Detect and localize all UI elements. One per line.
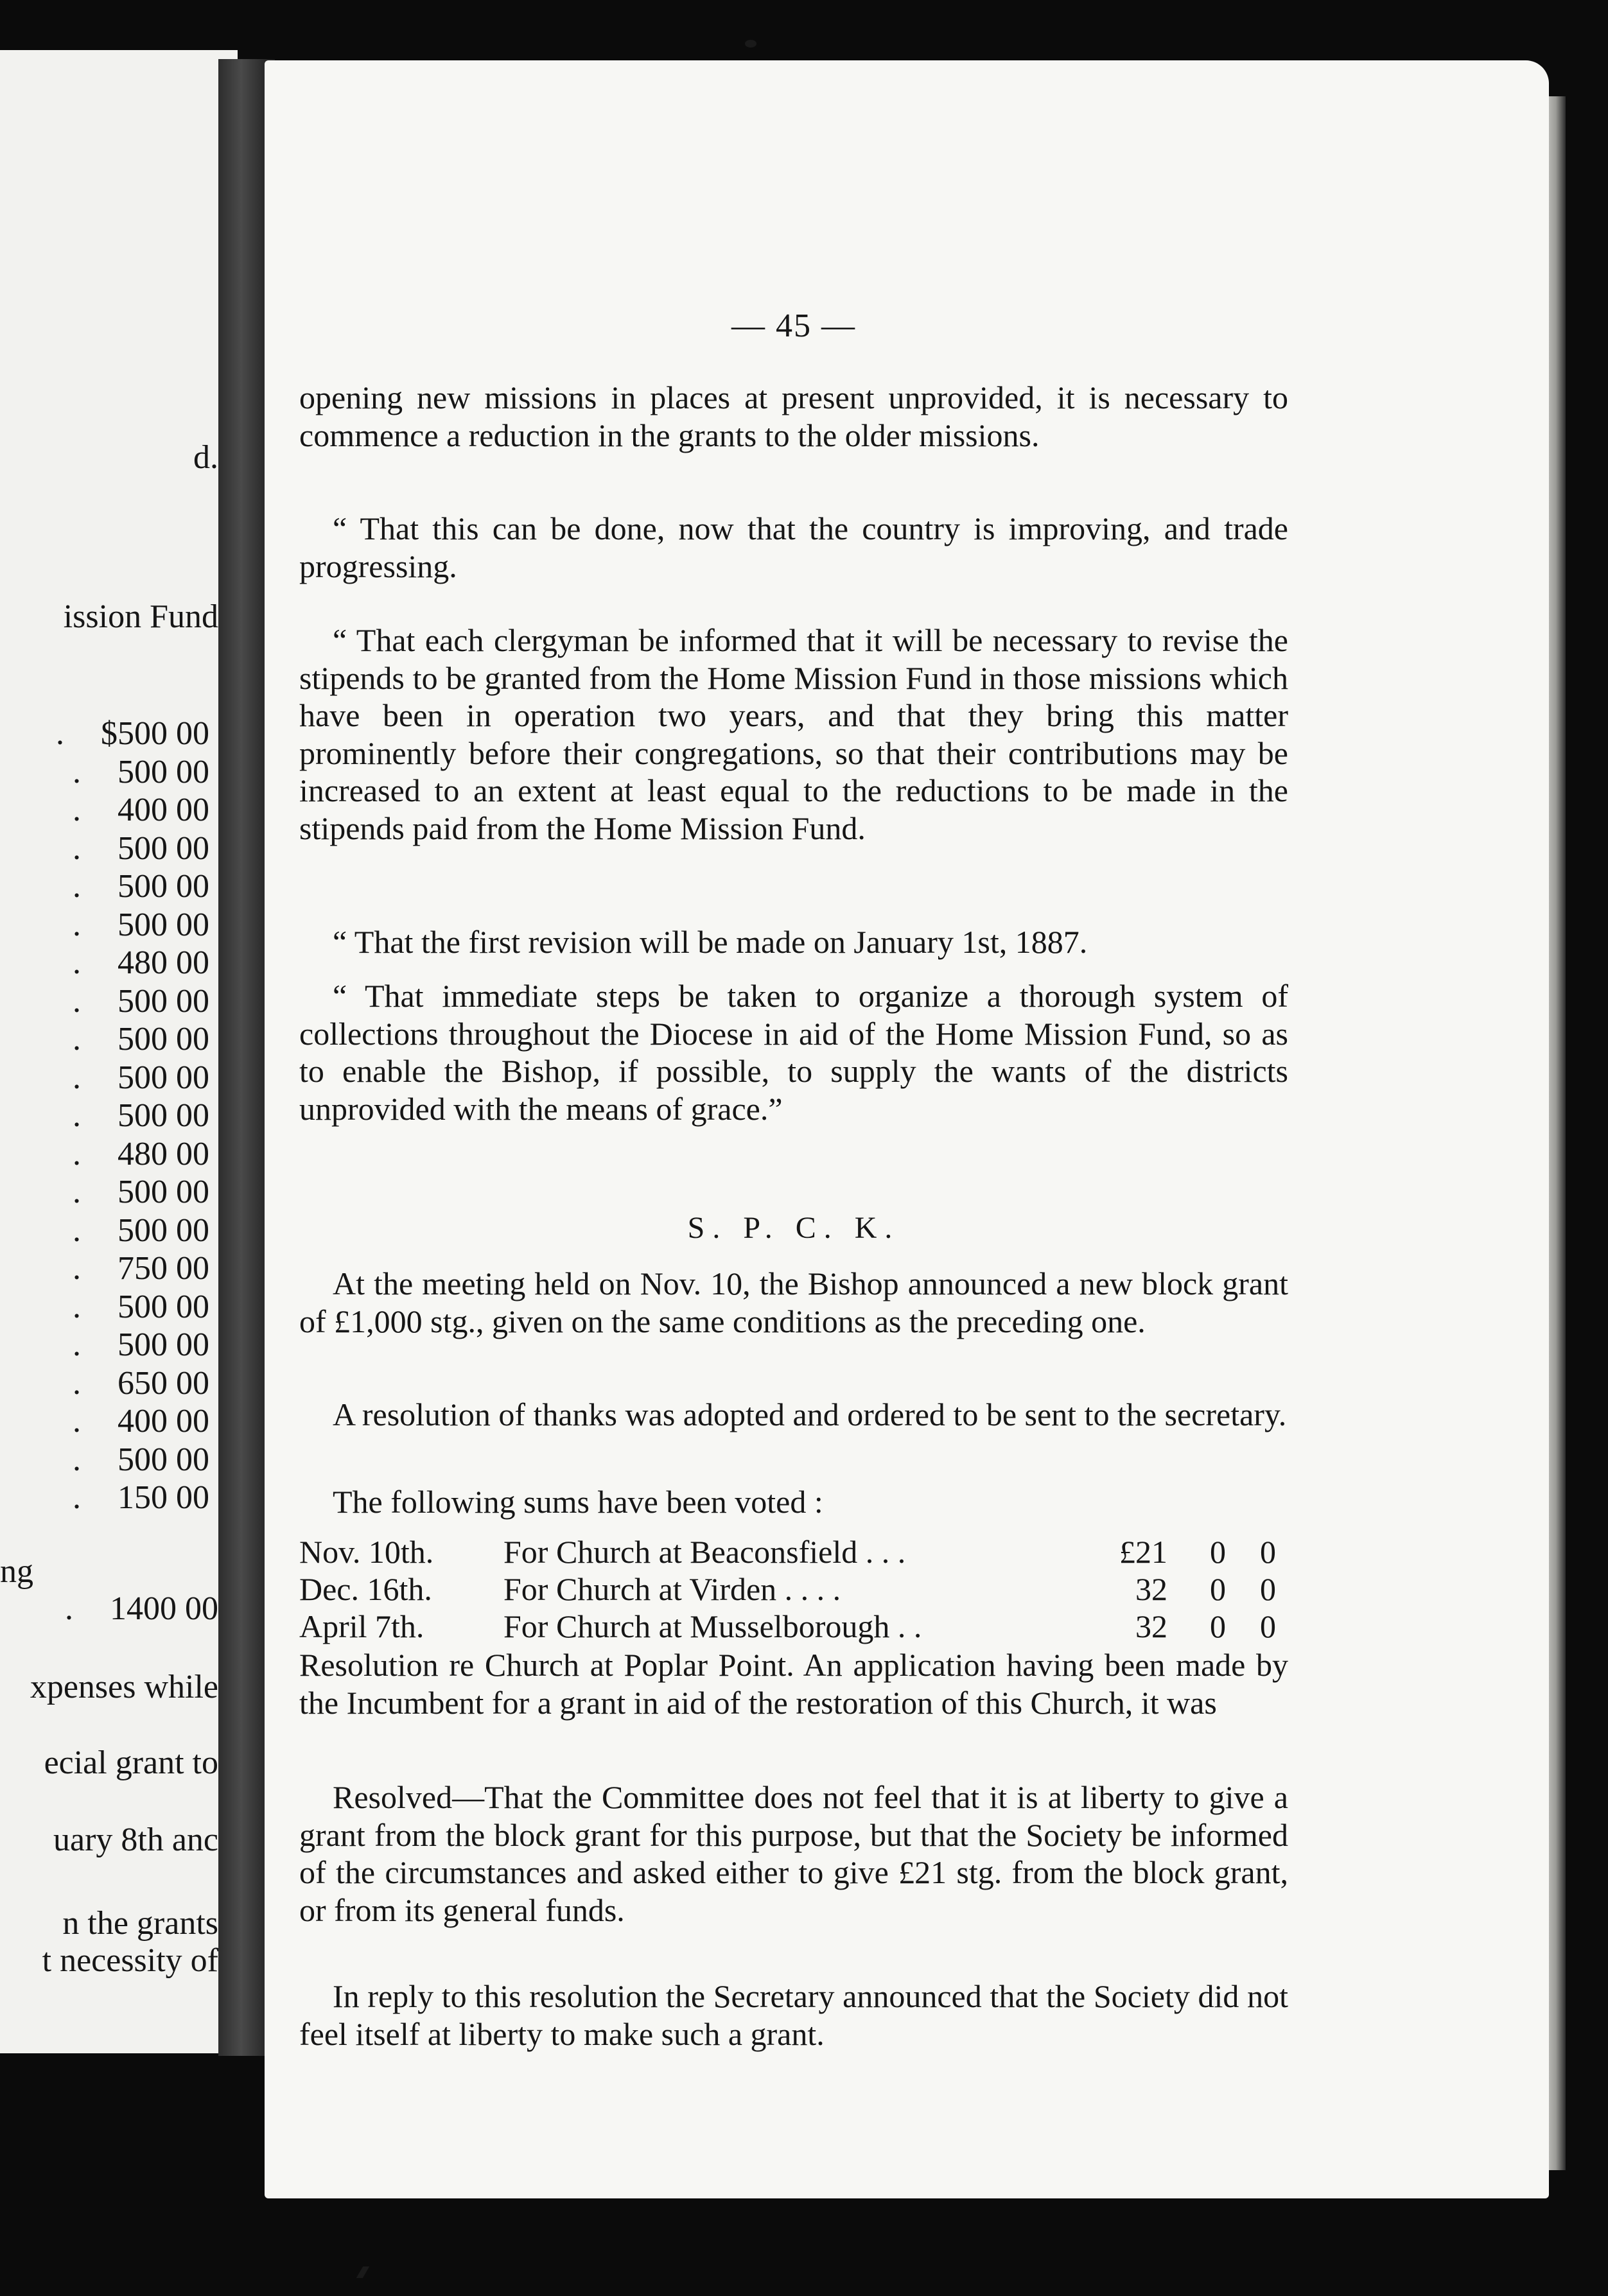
left-fragment: . 1400 00 [65,1590,218,1627]
amount-row: . 400 00 [73,1403,209,1439]
amount-row: . 500 00 [73,1441,209,1478]
amount-row: . 400 00 [73,792,209,828]
grant-purpose: For Church at Beaconsfield . . . [503,1534,906,1570]
left-fragment: t necessity of [42,1942,218,1979]
paragraph: Resolved—That the Committee does not feel that it is at liberty to give a grant from the block grant for this purpose, but that the Society be informed of the circumstances and asked either to give £21 stg. from the block grant, or from its general funds. [299,1779,1288,1928]
left-fragment: uary 8th anc [53,1822,218,1858]
paragraph: Resolution re Church at Poplar Point. An application having been made by the Incumbent for a grant in aid of the restoration of this Church, it was [299,1647,1288,1721]
grant-purpose: For Church at Musselborough . . [503,1608,922,1644]
grant-shillings: 0 [1210,1571,1226,1607]
grant-date: Dec. 16th. [299,1571,432,1607]
left-fragment: ission Fund [63,598,218,635]
paragraph: At the meeting held on Nov. 10, the Bishop announced a new block grant of £1,000 stg., given on the same conditions as the preceding one. [299,1265,1288,1339]
grant-date: April 7th. [299,1608,424,1644]
grant-row [299,1608,1288,1645]
grant-shillings: 0 [1210,1534,1226,1570]
grant-pence: 0 [1260,1608,1276,1644]
paragraph: In reply to this resolution the Secretary announced that the Society did not feel itself at liberty to make such a grant. [299,1978,1288,2052]
amount-row: . 500 00 [73,1021,209,1057]
paragraph: A resolution of thanks was adopted and ordered to be sent to the secretary. [333,1396,1287,1432]
paragraph: “ That the first revision will be made on January 1st, 1887. [333,924,1088,960]
amount-row: . $500 00 [56,715,209,752]
amount-row: . 480 00 [73,1135,209,1172]
paragraph: opening new missions in places at present unprovided, it is necessary to commence a reduction in the grants to the older missions. [299,379,1288,453]
scan-speck [356,2266,369,2278]
paragraph: “ That this can be done, now that the country is improving, and trade progressing. [299,510,1288,584]
grant-shillings: 0 [1210,1608,1226,1644]
grant-amount: 32 [1135,1571,1167,1607]
left-page [0,50,238,2053]
amount-row: . 500 00 [73,982,209,1020]
paragraph: “ That each clergyman be informed that it will be necessary to revise the stipends to be granted from the Home Mission Fund in those missions which have been in operation two years, and that they bring this matter prominently before their congregations, so that their contributions may be increased to an extent at least equal to the reductions to be made in the stipends paid from the Home Mission Fund. [299,622,1288,846]
amount-row: . 500 00 [73,1174,209,1210]
scan-speck [745,40,756,48]
amount-row: . 500 00 [73,1059,209,1096]
amount-row: . 500 00 [73,1212,209,1249]
grant-row [299,1570,1288,1608]
amount-row: . 500 00 [73,906,209,943]
amount-row: . 500 00 [73,1288,209,1325]
left-fragment: n the grants [62,1905,218,1942]
amount-row: . 500 00 [73,753,209,790]
grant-pence: 0 [1260,1534,1276,1570]
amount-row: . 500 00 [73,1326,209,1363]
grant-row [299,1533,1288,1570]
grant-amount: 32 [1135,1608,1167,1644]
section-heading: S. P. C. K. [687,1211,900,1245]
left-fragment: ng [0,1553,33,1590]
right-page [265,60,1549,2198]
amount-row: . 500 00 [73,1097,209,1134]
grant-pence: 0 [1260,1571,1276,1607]
amount-row: . 150 00 [73,1479,209,1516]
paragraph: “ That immediate steps be taken to organize a thorough system of collections throughout the Diocese in aid of the Home Mission Fund, so as to enable the Bishop, if possible, to supply the wants of the districts unprovided with the means of grace.” [299,978,1288,1127]
grant-table [299,1533,1288,1645]
left-fragment: d. [193,439,218,476]
amount-row: . 500 00 [73,830,209,867]
left-fragment: xpenses while [30,1669,218,1705]
amount-row: . 650 00 [73,1364,209,1402]
page-number: — 45 — [731,308,856,344]
amount-row: . 500 00 [73,868,209,905]
left-fragment: ecial grant to [44,1744,218,1781]
amount-row: . 480 00 [73,944,209,981]
amount-row: . 750 00 [73,1250,209,1287]
paragraph: The following sums have been voted : [333,1484,823,1520]
left-amount-column [56,715,209,1517]
grant-amount: £21 [1119,1534,1167,1570]
grant-date: Nov. 10th. [299,1534,434,1570]
grant-purpose: For Church at Virden . . . . [503,1571,841,1607]
